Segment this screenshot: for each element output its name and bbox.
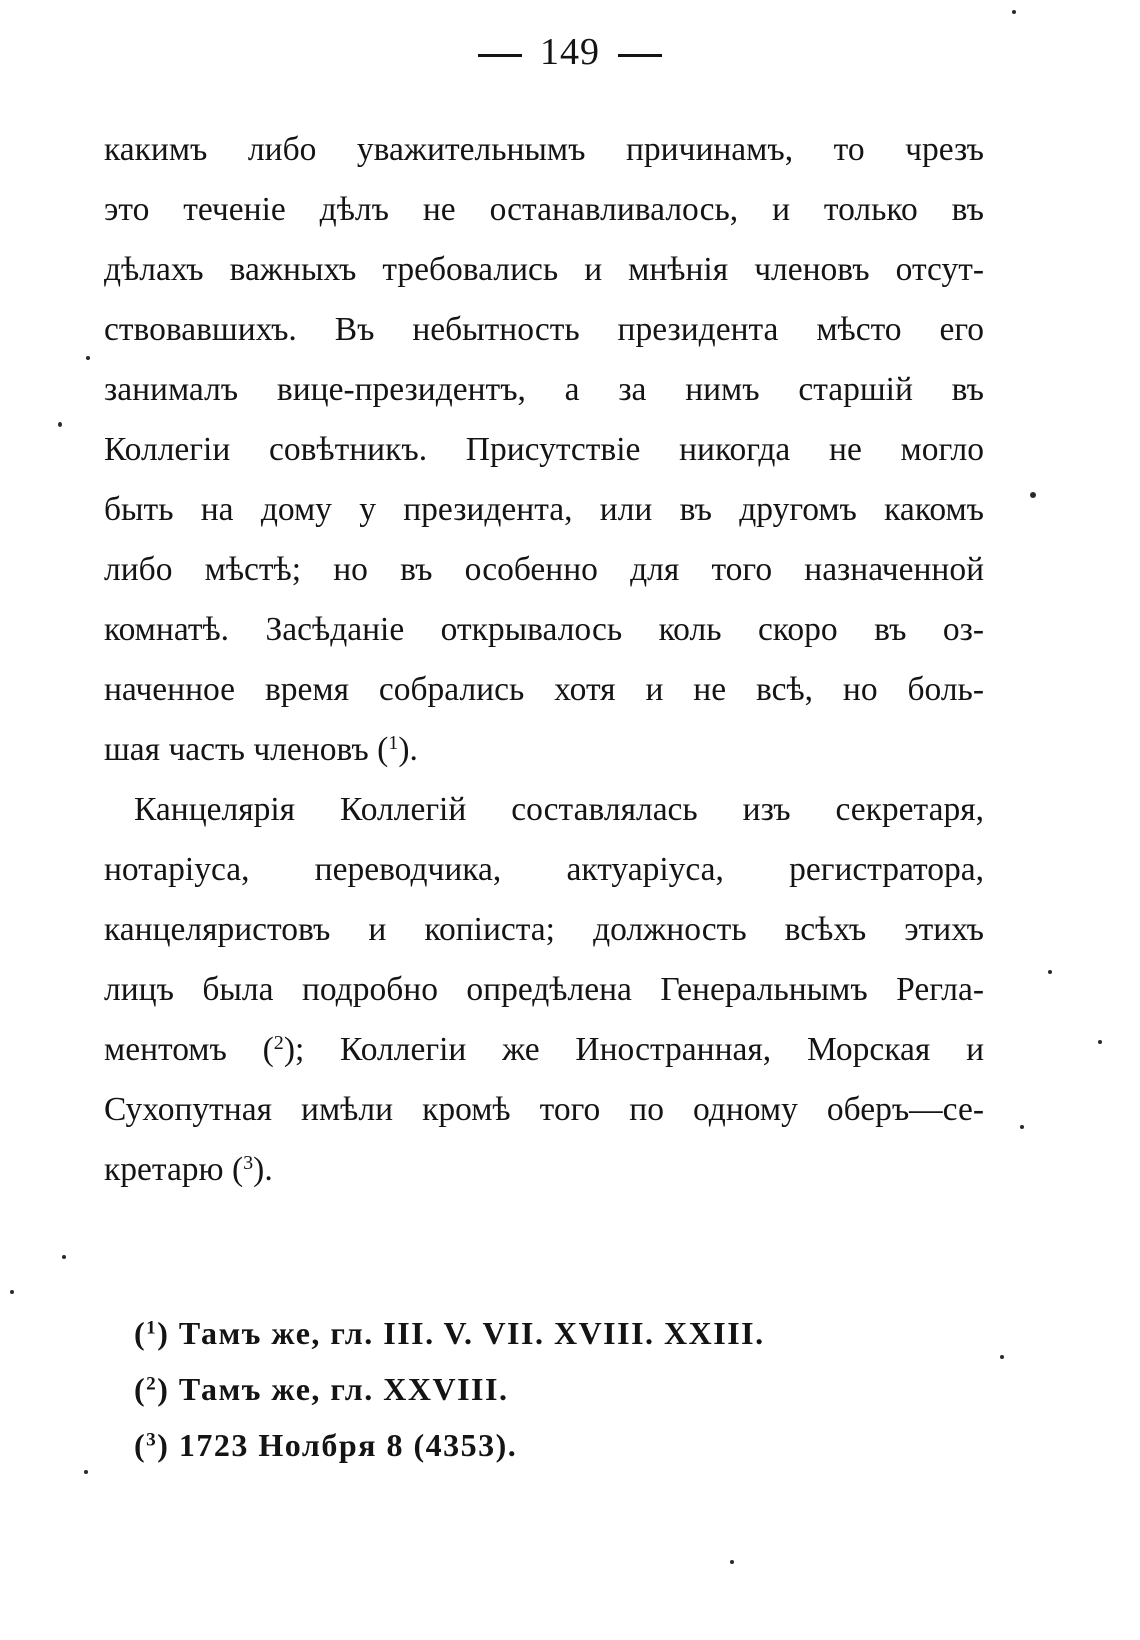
footnote-reference-2: 2 — [273, 1031, 284, 1054]
scan-speck — [1020, 1125, 1024, 1129]
text-line: Сухопутная имѣли кромѣ того по одному оберъ—се- — [104, 1091, 984, 1128]
paragraph-1 — [104, 120, 984, 780]
footnote-text: Тамъ же, гл. XXVIII. — [178, 1371, 509, 1407]
scan-speck — [58, 422, 62, 427]
footnote-reference-1: 1 — [388, 731, 399, 754]
footnote-marker: 1 — [146, 1317, 158, 1339]
scan-speck — [10, 1290, 14, 1294]
text-line — [104, 1140, 984, 1200]
footnote-text: 1723 Нолбря 8 (4353). — [178, 1427, 518, 1463]
page-number-value: 149 — [540, 31, 600, 73]
footnote-2: ($^2$) Тамъ же, гл. XXVIII. — [134, 1371, 509, 1407]
scan-speck — [62, 1255, 66, 1259]
page-number-dash-left — [478, 54, 522, 57]
text-line: дѣлахъ важныхъ требовались и мнѣнія членовъ отсут- — [104, 251, 984, 288]
text-fragment: кретарю ( — [104, 1151, 244, 1188]
footnote-reference-3: 3 — [243, 1151, 254, 1174]
text-line: комнатѣ. Засѣданіе открывалось коль скоро въ оз- — [104, 611, 984, 648]
scan-speck — [84, 1470, 88, 1474]
footnote-1: ($^1$) Тамъ же, гл. III. V. VII. XVIII. XXIII. — [134, 1315, 765, 1351]
text-line: это теченіе дѣлъ не останавливалось, и только въ — [104, 191, 984, 228]
footnote-marker: 2 — [146, 1373, 158, 1395]
text-fragment: ). — [398, 731, 418, 768]
footnote-marker: 3 — [146, 1429, 158, 1451]
text-fragment: шая часть членовъ ( — [104, 731, 389, 768]
text-line: Канцелярія Коллегій составлялась изъ секретаря, — [134, 791, 984, 828]
text-line: канцеляристовъ и копіиста; должность всѣхъ этихъ — [104, 911, 984, 948]
text-line: быть на дому у президента, или въ другомъ какомъ — [104, 491, 984, 528]
text-fragment: ментомъ ( — [104, 1031, 274, 1068]
text-line: наченное время собрались хотя и не всѣ, но боль- — [104, 671, 984, 708]
text-line: ствовавшихъ. Въ небытность президента мѣсто его — [104, 311, 984, 348]
text-fragment: ); Коллегіи же Иностранная, Морская и — [283, 1031, 985, 1068]
body-text — [104, 120, 984, 1200]
text-line — [104, 720, 984, 780]
scan-speck — [86, 356, 90, 360]
footnotes — [134, 1305, 934, 1473]
scan-speck — [1048, 970, 1052, 974]
page-number-dash-right — [618, 54, 662, 57]
text-line: занималъ вице-президентъ, а за нимъ старшій въ — [104, 371, 984, 408]
scan-speck — [1098, 1040, 1102, 1044]
scan-speck — [1012, 10, 1016, 14]
footnote-text: Тамъ же, гл. III. V. VII. XVIII. XXIII. — [178, 1315, 765, 1351]
text-line: нотаріуса, переводчика, актуаріуса, регистратора, — [104, 851, 984, 888]
text-line: либо мѣстѣ; но въ особенно для того назначенной — [104, 551, 984, 588]
text-line — [104, 1020, 984, 1080]
scan-speck — [1030, 492, 1036, 498]
text-line: какимъ либо уважительнымъ причинамъ, то чрезъ — [104, 131, 984, 168]
footnote-3: ($^3$) 1723 Нолбря 8 (4353). — [134, 1427, 518, 1463]
scan-speck — [1000, 1355, 1004, 1359]
text-line: Коллегіи совѣтникъ. Присутствіе никогда не могло — [104, 431, 984, 468]
scan-speck — [730, 1560, 734, 1564]
page-number — [0, 30, 1140, 74]
text-line: лицъ была подробно опредѣлена Генеральнымъ Регла- — [104, 971, 984, 1008]
paragraph-2 — [104, 780, 984, 1200]
text-fragment: ). — [253, 1151, 273, 1188]
